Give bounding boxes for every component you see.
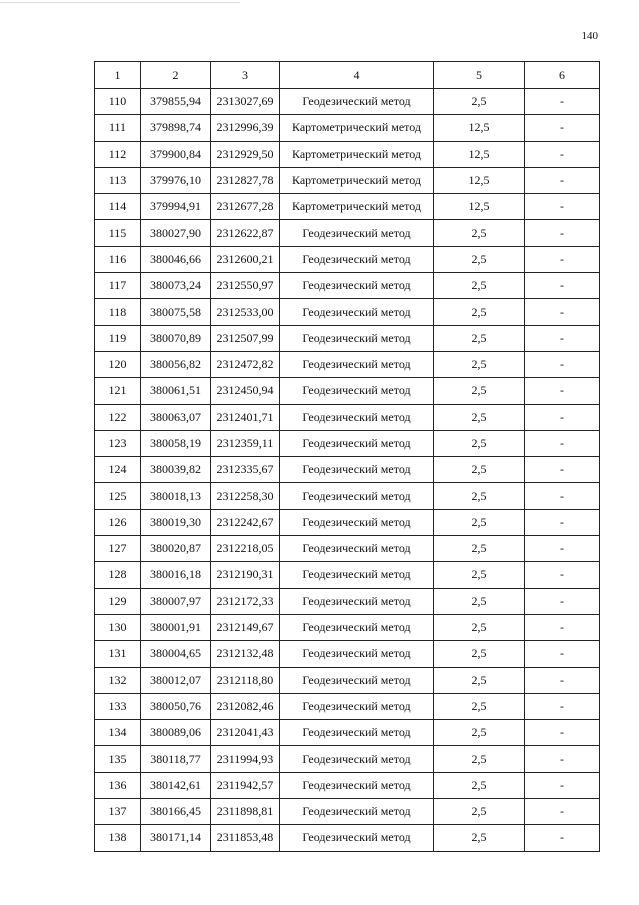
header-cell-3: 3 — [211, 62, 280, 89]
note-cell: - — [525, 641, 600, 667]
note-cell: - — [525, 351, 600, 377]
x-coordinate-cell: 379900,84 — [141, 141, 211, 167]
method-cell: Геодезический метод — [280, 536, 434, 562]
coordinates-table — [94, 61, 600, 852]
accuracy-cell: 2,5 — [434, 430, 525, 456]
method-cell: Геодезический метод — [280, 746, 434, 772]
y-coordinate-cell: 2312218,05 — [211, 536, 280, 562]
method-cell: Картометрический метод — [280, 167, 434, 193]
point-number-cell: 122 — [95, 404, 141, 430]
method-cell: Геодезический метод — [280, 220, 434, 246]
point-number-cell: 114 — [95, 194, 141, 220]
note-cell: - — [525, 89, 600, 115]
note-cell: - — [525, 720, 600, 746]
header-cell-6: 6 — [525, 62, 600, 89]
page-number: 140 — [581, 30, 598, 42]
table-row — [95, 772, 600, 798]
y-coordinate-cell: 2312149,67 — [211, 614, 280, 640]
accuracy-cell: 2,5 — [434, 404, 525, 430]
x-coordinate-cell: 380046,66 — [141, 246, 211, 272]
table-row — [95, 404, 600, 430]
x-coordinate-cell: 380073,24 — [141, 273, 211, 299]
point-number-cell: 129 — [95, 588, 141, 614]
accuracy-cell: 2,5 — [434, 483, 525, 509]
accuracy-cell: 2,5 — [434, 746, 525, 772]
accuracy-cell: 2,5 — [434, 351, 525, 377]
accuracy-cell: 12,5 — [434, 115, 525, 141]
note-cell: - — [525, 325, 600, 351]
y-coordinate-cell: 2312677,28 — [211, 194, 280, 220]
y-coordinate-cell: 2312041,43 — [211, 720, 280, 746]
y-coordinate-cell: 2312359,11 — [211, 430, 280, 456]
table-row — [95, 325, 600, 351]
y-coordinate-cell: 2312507,99 — [211, 325, 280, 351]
x-coordinate-cell: 380089,06 — [141, 720, 211, 746]
method-cell: Геодезический метод — [280, 457, 434, 483]
point-number-cell: 127 — [95, 536, 141, 562]
x-coordinate-cell: 379994,91 — [141, 194, 211, 220]
note-cell: - — [525, 246, 600, 272]
point-number-cell: 111 — [95, 115, 141, 141]
y-coordinate-cell: 2312929,50 — [211, 141, 280, 167]
method-cell: Геодезический метод — [280, 799, 434, 825]
method-cell: Геодезический метод — [280, 351, 434, 377]
x-coordinate-cell: 380171,14 — [141, 825, 211, 851]
x-coordinate-cell: 379898,74 — [141, 115, 211, 141]
x-coordinate-cell: 380001,91 — [141, 614, 211, 640]
method-cell: Геодезический метод — [280, 667, 434, 693]
note-cell: - — [525, 509, 600, 535]
table-header-row — [95, 62, 600, 89]
accuracy-cell: 2,5 — [434, 667, 525, 693]
table-row — [95, 351, 600, 377]
table-row — [95, 220, 600, 246]
y-coordinate-cell: 2312172,33 — [211, 588, 280, 614]
method-cell: Геодезический метод — [280, 430, 434, 456]
method-cell: Геодезический метод — [280, 483, 434, 509]
y-coordinate-cell: 2312550,97 — [211, 273, 280, 299]
x-coordinate-cell: 380016,18 — [141, 562, 211, 588]
table-row — [95, 562, 600, 588]
note-cell: - — [525, 693, 600, 719]
table-row — [95, 194, 600, 220]
point-number-cell: 133 — [95, 693, 141, 719]
note-cell: - — [525, 536, 600, 562]
note-cell: - — [525, 299, 600, 325]
accuracy-cell: 2,5 — [434, 825, 525, 851]
table-row — [95, 246, 600, 272]
note-cell: - — [525, 220, 600, 246]
x-coordinate-cell: 380061,51 — [141, 378, 211, 404]
table-row — [95, 430, 600, 456]
accuracy-cell: 2,5 — [434, 720, 525, 746]
point-number-cell: 116 — [95, 246, 141, 272]
y-coordinate-cell: 2311853,48 — [211, 825, 280, 851]
accuracy-cell: 2,5 — [434, 273, 525, 299]
table-row — [95, 483, 600, 509]
x-coordinate-cell: 380056,82 — [141, 351, 211, 377]
note-cell: - — [525, 167, 600, 193]
accuracy-cell: 2,5 — [434, 799, 525, 825]
x-coordinate-cell: 379855,94 — [141, 89, 211, 115]
note-cell: - — [525, 825, 600, 851]
header-cell-4: 4 — [280, 62, 434, 89]
note-cell: - — [525, 483, 600, 509]
note-cell: - — [525, 404, 600, 430]
y-coordinate-cell: 2312335,67 — [211, 457, 280, 483]
y-coordinate-cell: 2312827,78 — [211, 167, 280, 193]
y-coordinate-cell: 2312401,71 — [211, 404, 280, 430]
y-coordinate-cell: 2313027,69 — [211, 89, 280, 115]
y-coordinate-cell: 2312132,48 — [211, 641, 280, 667]
note-cell: - — [525, 614, 600, 640]
accuracy-cell: 12,5 — [434, 194, 525, 220]
point-number-cell: 136 — [95, 772, 141, 798]
note-cell: - — [525, 799, 600, 825]
table-row — [95, 536, 600, 562]
x-coordinate-cell: 380050,76 — [141, 693, 211, 719]
table-row — [95, 667, 600, 693]
header-cell-5: 5 — [434, 62, 525, 89]
point-number-cell: 126 — [95, 509, 141, 535]
method-cell: Геодезический метод — [280, 378, 434, 404]
point-number-cell: 121 — [95, 378, 141, 404]
accuracy-cell: 2,5 — [434, 614, 525, 640]
point-number-cell: 118 — [95, 299, 141, 325]
y-coordinate-cell: 2312622,87 — [211, 220, 280, 246]
method-cell: Геодезический метод — [280, 325, 434, 351]
table-row — [95, 720, 600, 746]
method-cell: Геодезический метод — [280, 641, 434, 667]
y-coordinate-cell: 2312242,67 — [211, 509, 280, 535]
point-number-cell: 124 — [95, 457, 141, 483]
table-row — [95, 273, 600, 299]
header-cell-2: 2 — [141, 62, 211, 89]
method-cell: Геодезический метод — [280, 720, 434, 746]
x-coordinate-cell: 380166,45 — [141, 799, 211, 825]
method-cell: Картометрический метод — [280, 115, 434, 141]
table-row — [95, 509, 600, 535]
point-number-cell: 112 — [95, 141, 141, 167]
table-row — [95, 299, 600, 325]
accuracy-cell: 2,5 — [434, 378, 525, 404]
x-coordinate-cell: 380019,30 — [141, 509, 211, 535]
accuracy-cell: 2,5 — [434, 299, 525, 325]
accuracy-cell: 12,5 — [434, 167, 525, 193]
table-row — [95, 89, 600, 115]
method-cell: Картометрический метод — [280, 194, 434, 220]
table-row — [95, 141, 600, 167]
x-coordinate-cell: 380075,58 — [141, 299, 211, 325]
accuracy-cell: 2,5 — [434, 509, 525, 535]
y-coordinate-cell: 2312118,80 — [211, 667, 280, 693]
note-cell: - — [525, 457, 600, 483]
note-cell: - — [525, 194, 600, 220]
y-coordinate-cell: 2311942,57 — [211, 772, 280, 798]
table-row — [95, 746, 600, 772]
y-coordinate-cell: 2311994,93 — [211, 746, 280, 772]
point-number-cell: 137 — [95, 799, 141, 825]
table-row — [95, 115, 600, 141]
top-edge-line — [0, 2, 240, 3]
table-row — [95, 457, 600, 483]
accuracy-cell: 2,5 — [434, 220, 525, 246]
method-cell: Геодезический метод — [280, 509, 434, 535]
point-number-cell: 134 — [95, 720, 141, 746]
y-coordinate-cell: 2312258,30 — [211, 483, 280, 509]
x-coordinate-cell: 380039,82 — [141, 457, 211, 483]
x-coordinate-cell: 380070,89 — [141, 325, 211, 351]
accuracy-cell: 2,5 — [434, 89, 525, 115]
x-coordinate-cell: 380142,61 — [141, 772, 211, 798]
note-cell: - — [525, 273, 600, 299]
point-number-cell: 123 — [95, 430, 141, 456]
note-cell: - — [525, 115, 600, 141]
table-row — [95, 799, 600, 825]
method-cell: Геодезический метод — [280, 562, 434, 588]
x-coordinate-cell: 380063,07 — [141, 404, 211, 430]
method-cell: Геодезический метод — [280, 693, 434, 719]
accuracy-cell: 2,5 — [434, 536, 525, 562]
y-coordinate-cell: 2312600,21 — [211, 246, 280, 272]
x-coordinate-cell: 380058,19 — [141, 430, 211, 456]
method-cell: Геодезический метод — [280, 614, 434, 640]
point-number-cell: 110 — [95, 89, 141, 115]
note-cell: - — [525, 378, 600, 404]
header-cell-1: 1 — [95, 62, 141, 89]
point-number-cell: 128 — [95, 562, 141, 588]
point-number-cell: 135 — [95, 746, 141, 772]
method-cell: Геодезический метод — [280, 273, 434, 299]
point-number-cell: 113 — [95, 167, 141, 193]
accuracy-cell: 2,5 — [434, 772, 525, 798]
table-row — [95, 378, 600, 404]
x-coordinate-cell: 380018,13 — [141, 483, 211, 509]
point-number-cell: 131 — [95, 641, 141, 667]
accuracy-cell: 2,5 — [434, 457, 525, 483]
accuracy-cell: 2,5 — [434, 641, 525, 667]
method-cell: Геодезический метод — [280, 588, 434, 614]
method-cell: Геодезический метод — [280, 825, 434, 851]
y-coordinate-cell: 2312996,39 — [211, 115, 280, 141]
y-coordinate-cell: 2312533,00 — [211, 299, 280, 325]
note-cell: - — [525, 562, 600, 588]
x-coordinate-cell: 380027,90 — [141, 220, 211, 246]
method-cell: Геодезический метод — [280, 89, 434, 115]
accuracy-cell: 12,5 — [434, 141, 525, 167]
x-coordinate-cell: 380012,07 — [141, 667, 211, 693]
table-row — [95, 693, 600, 719]
note-cell: - — [525, 667, 600, 693]
note-cell: - — [525, 430, 600, 456]
y-coordinate-cell: 2312082,46 — [211, 693, 280, 719]
y-coordinate-cell: 2311898,81 — [211, 799, 280, 825]
point-number-cell: 132 — [95, 667, 141, 693]
point-number-cell: 117 — [95, 273, 141, 299]
method-cell: Геодезический метод — [280, 246, 434, 272]
accuracy-cell: 2,5 — [434, 246, 525, 272]
note-cell: - — [525, 746, 600, 772]
note-cell: - — [525, 588, 600, 614]
note-cell: - — [525, 141, 600, 167]
point-number-cell: 115 — [95, 220, 141, 246]
point-number-cell: 119 — [95, 325, 141, 351]
x-coordinate-cell: 379976,10 — [141, 167, 211, 193]
x-coordinate-cell: 380007,97 — [141, 588, 211, 614]
note-cell: - — [525, 772, 600, 798]
method-cell: Картометрический метод — [280, 141, 434, 167]
y-coordinate-cell: 2312450,94 — [211, 378, 280, 404]
method-cell: Геодезический метод — [280, 772, 434, 798]
x-coordinate-cell: 380118,77 — [141, 746, 211, 772]
y-coordinate-cell: 2312472,82 — [211, 351, 280, 377]
y-coordinate-cell: 2312190,31 — [211, 562, 280, 588]
table-body — [95, 62, 600, 852]
point-number-cell: 130 — [95, 614, 141, 640]
table-row — [95, 641, 600, 667]
method-cell: Геодезический метод — [280, 404, 434, 430]
accuracy-cell: 2,5 — [434, 562, 525, 588]
accuracy-cell: 2,5 — [434, 693, 525, 719]
x-coordinate-cell: 380020,87 — [141, 536, 211, 562]
accuracy-cell: 2,5 — [434, 588, 525, 614]
table-row — [95, 825, 600, 851]
accuracy-cell: 2,5 — [434, 325, 525, 351]
point-number-cell: 125 — [95, 483, 141, 509]
point-number-cell: 120 — [95, 351, 141, 377]
x-coordinate-cell: 380004,65 — [141, 641, 211, 667]
point-number-cell: 138 — [95, 825, 141, 851]
method-cell: Геодезический метод — [280, 299, 434, 325]
table-row — [95, 167, 600, 193]
table-row — [95, 614, 600, 640]
table-row — [95, 588, 600, 614]
